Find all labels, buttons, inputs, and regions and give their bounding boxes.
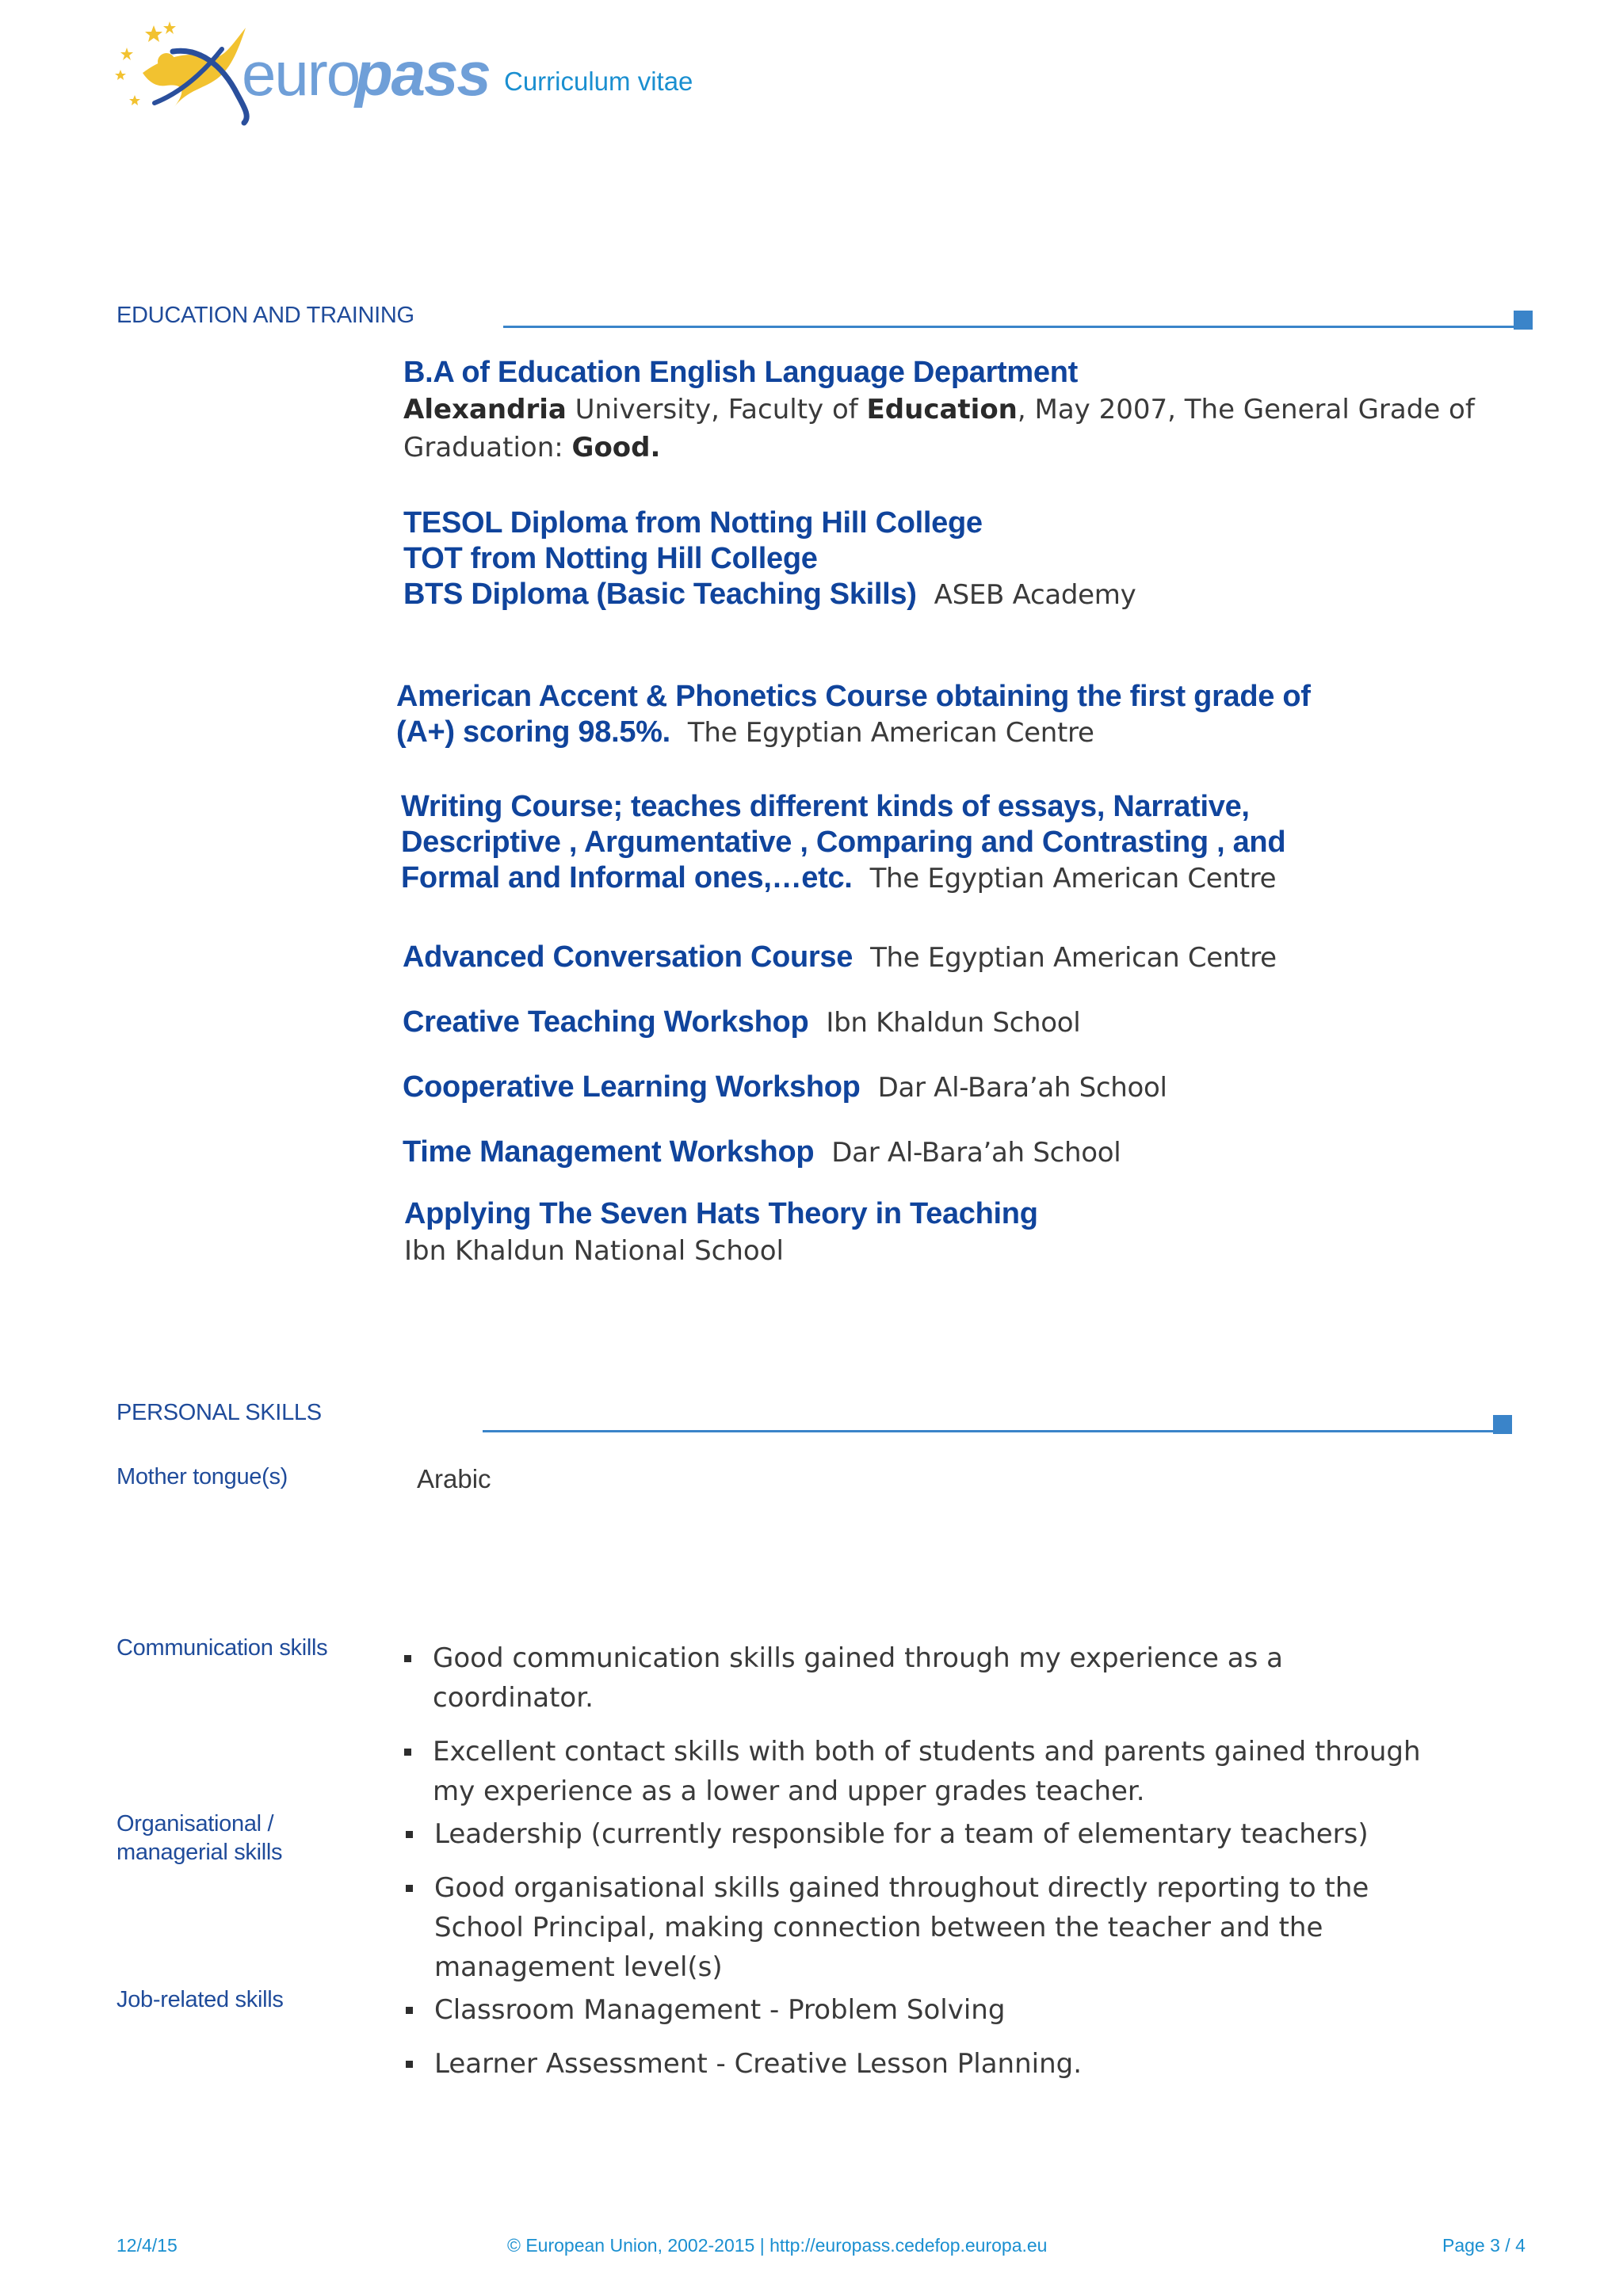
job-related-skills-list — [404, 1990, 1450, 2098]
writing-course-title: Writing Course; teaches different kinds of essays, Narrative, — [401, 790, 1250, 823]
conversation-course: Advanced Conversation Course The Egyptian American Centre — [403, 940, 1277, 974]
writing-course-title-2: Descriptive , Argumentative , Comparing and Contrasting , and — [401, 826, 1286, 859]
personal-skills-rule — [483, 1430, 1493, 1432]
list-item: Good communication skills gained through my experience as a coordinator. — [403, 1638, 1449, 1718]
list-item: Learner Assessment - Creative Lesson Planning. — [404, 2044, 1450, 2084]
europass-logo-icon — [111, 16, 490, 127]
organisational-skills-label: Organisational / managerial skills — [116, 1811, 283, 1865]
ba-degree-details: Alexandria University, Faculty of Education, May 2007, The General Grade of Graduation: Good. — [403, 394, 1475, 463]
accent-course-score: (A+) scoring 98.5%. The Egyptian American Centre — [396, 715, 1094, 749]
europass-logo — [111, 16, 490, 127]
mother-tongue-label: Mother tongue(s) — [116, 1464, 288, 1489]
svg-text:euro: euro — [242, 39, 360, 109]
document-type-label: Curriculum vitae — [504, 67, 693, 96]
education-entry-writing — [401, 789, 1510, 897]
creative-workshop-org: Ibn Khaldun School — [826, 1007, 1081, 1039]
writing-course-org: The Egyptian American Centre — [869, 863, 1277, 894]
education-entry-accent — [396, 679, 1506, 751]
writing-course-title-3: Formal and Informal ones,…etc. The Egyptian American Centre — [401, 861, 1277, 894]
ba-degree-title: B.A of Education English Language Department — [403, 356, 1079, 389]
job-related-skills-label: Job-related skills — [116, 1987, 284, 2012]
list-item: Leadership (currently responsible for a team of elementary teachers) — [404, 1814, 1458, 1854]
creative-workshop: Creative Teaching Workshop Ibn Khaldun School — [403, 1005, 1081, 1039]
bts-diploma: BTS Diploma (Basic Teaching Skills) ASEB Academy — [403, 578, 1136, 611]
footer-copyright: © European Union, 2002-2015 | http://europass.cedefop.europa.eu — [507, 2235, 1048, 2256]
accent-course-title: American Accent & Phonetics Course obtaining the first grade of — [396, 680, 1311, 713]
cooperative-workshop-org: Dar Al-Bara’ah School — [877, 1072, 1167, 1104]
cooperative-workshop: Cooperative Learning Workshop Dar Al-Bara’ah School — [403, 1070, 1167, 1104]
education-entry-hats — [404, 1196, 1514, 1270]
list-item: Excellent contact skills with both of students and parents gained through my experience as a lower and upper grades teacher. — [403, 1732, 1449, 1811]
personal-skills-marker — [1493, 1415, 1512, 1434]
tesol-diploma: TESOL Diploma from Notting Hill College — [403, 506, 983, 540]
mother-tongue-value: Arabic — [417, 1464, 491, 1493]
education-entry-ba — [403, 355, 1513, 467]
organisational-skills-list — [404, 1814, 1458, 2001]
footer-date: 12/4/15 — [116, 2235, 178, 2256]
accent-course-org: The Egyptian American Centre — [687, 717, 1094, 749]
bts-org: ASEB Academy — [934, 579, 1136, 611]
footer-page-number: Page 3 / 4 — [1442, 2235, 1526, 2256]
time-management-org: Dar Al-Bara’ah School — [831, 1137, 1121, 1169]
personal-skills-section-title: PERSONAL SKILLS — [116, 1400, 322, 1425]
education-entry-diplomas — [403, 505, 1513, 613]
communication-skills-label: Communication skills — [116, 1635, 328, 1661]
education-section-title: EDUCATION AND TRAINING — [116, 303, 414, 328]
seven-hats-org: Ibn Khaldun National School — [404, 1235, 784, 1267]
conversation-course-org: The Egyptian American Centre — [870, 942, 1277, 974]
time-management-workshop: Time Management Workshop Dar Al-Bara’ah School — [403, 1135, 1121, 1169]
education-section-rule — [503, 326, 1514, 328]
education-section-marker — [1514, 311, 1533, 330]
seven-hats-title: Applying The Seven Hats Theory in Teaching — [404, 1197, 1038, 1230]
tot-diploma: TOT from Notting Hill College — [403, 542, 818, 575]
communication-skills-list — [403, 1638, 1449, 1825]
svg-text:pass: pass — [355, 39, 490, 109]
list-item: Classroom Management - Problem Solving — [404, 1990, 1450, 2030]
list-item: Good organisational skills gained throughout directly reporting to the School Principal, making connection between the teacher and the management level(s) — [404, 1868, 1458, 1987]
